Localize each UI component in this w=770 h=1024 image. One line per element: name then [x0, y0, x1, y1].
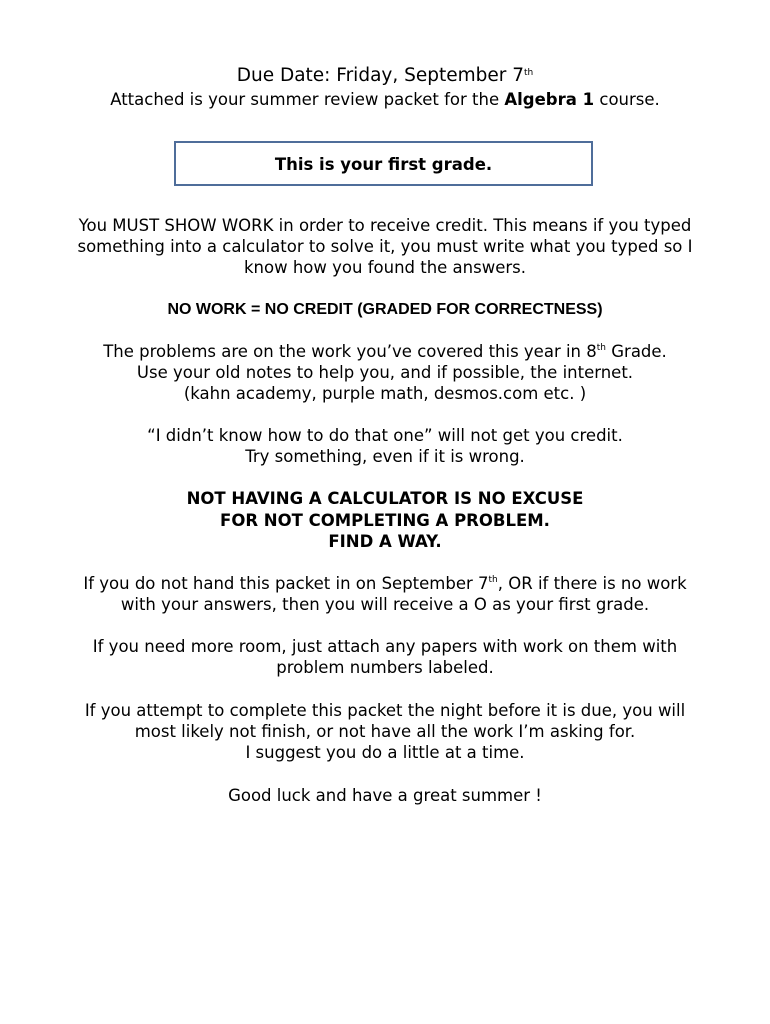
due-date: [0, 64, 770, 88]
hand-in-text-end: , OR if there is no work: [497, 574, 687, 593]
due-date-text: Due Date: Friday, September 7: [236, 65, 525, 86]
closing-line: Good luck and have a great summer !: [228, 786, 542, 805]
hand-in-superscript: th: [488, 575, 498, 585]
show-work-line-3: know how you found the answers.: [244, 258, 526, 277]
more-room-line-2: problem numbers labeled.: [276, 658, 494, 677]
more-room-line-1: If you need more room, just attach any papers with work on them with: [92, 637, 678, 656]
calculator-line-2: FOR NOT COMPLETING A PROBLEM.: [220, 511, 550, 530]
intro-text-end: course.: [594, 90, 660, 109]
problems-superscript: th: [596, 343, 606, 353]
problems-line-2: Use your old notes to help you, and if possible, the internet.: [136, 363, 634, 382]
due-date-superscript: th: [524, 68, 534, 78]
calculator-line-1: NOT HAVING A CALCULATOR IS NO EXCUSE: [186, 489, 584, 508]
show-work-line-2: something into a calculator to solve it, you must write what you typed so I: [77, 237, 693, 256]
problems-text-end: Grade.: [606, 342, 667, 361]
quote-line-1: “I didn’t know how to do that one” will not get you credit.: [147, 426, 623, 445]
night-before-line-1: If you attempt to complete this packet the night before it is due, you will: [84, 701, 686, 720]
problems-text: The problems are on the work you’ve covered this year in 8: [103, 342, 597, 361]
intro-text: Attached is your summer review packet for the: [110, 90, 505, 109]
problems-line-1: [0, 341, 770, 362]
first-grade-box: [174, 141, 593, 186]
hand-in-text: If you do not hand this packet in on September 7: [83, 574, 489, 593]
night-before-line-3: I suggest you do a little at a time.: [245, 743, 525, 762]
no-work-notice: NO WORK = NO CREDIT (GRADED FOR CORRECTNESS): [167, 301, 603, 318]
calculator-line-3: FIND A WAY.: [328, 532, 442, 551]
quote-line-2: Try something, even if it is wrong.: [245, 447, 525, 466]
intro-line: [0, 89, 770, 110]
first-grade-notice: This is your first grade.: [274, 155, 493, 174]
hand-in-line-2: with your answers, then you will receive a O as your first grade.: [120, 595, 650, 614]
show-work-line-1: You MUST SHOW WORK in order to receive credit. This means if you typed: [78, 216, 692, 235]
course-name: Algebra 1: [504, 90, 595, 109]
problems-line-3: (kahn academy, purple math, desmos.com etc. ): [183, 384, 587, 403]
hand-in-line-1: [0, 573, 770, 594]
night-before-line-2: most likely not finish, or not have all the work I’m asking for.: [134, 722, 636, 741]
